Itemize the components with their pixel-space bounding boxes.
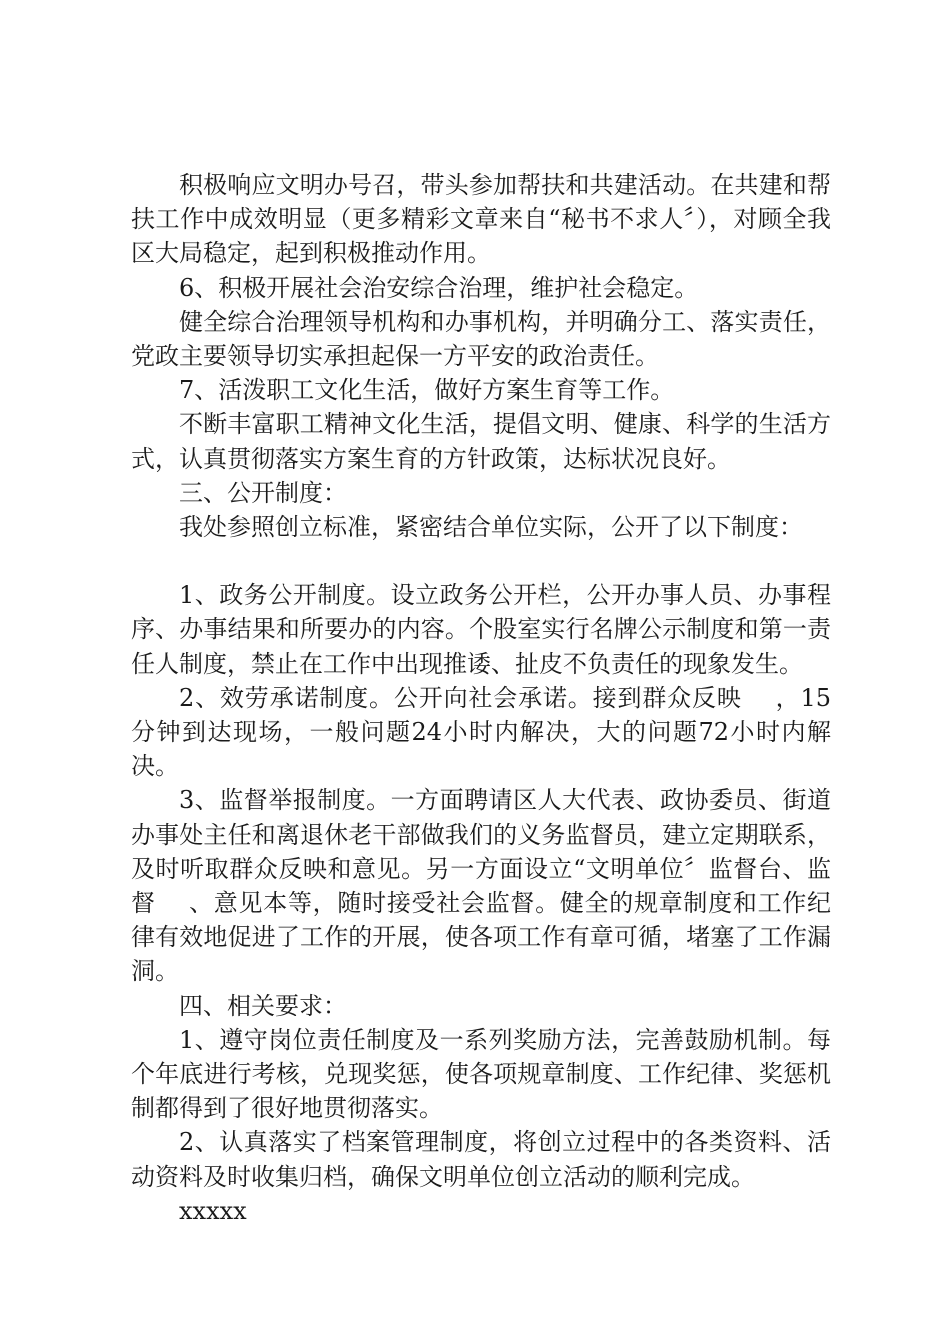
item-heading: 6、积极开展社会治安综合治理，维护社会稳定。 <box>179 273 699 302</box>
paragraph: 2、认真落实了档案管理制度，将创立过程中的各类资料、活动资料及时收集归档，确保文明单位创立活动的顺利完成。 <box>131 1128 831 1191</box>
item-heading: 7、活泼职工文化生活，做好方案生育等工作。 <box>179 376 675 405</box>
document-page <box>131 168 831 1228</box>
paragraph: 3、监督举报制度。一方面聘请区人大代表、政协委员、街道办事处主任和离退休老干部做我们的义务监督员，建立定期联系，及时听取群众反映和意见。另一方面设立“文明单位〞监督台、监督 、意见本等，随时接受社会监督。健全的规章制度和工作纪律有效地促进了工作的开展，使各项工作有章可循，堵塞了工作漏洞。 <box>131 786 831 986</box>
section-heading: 三、公开制度： <box>179 478 347 507</box>
paragraph: 2、效劳承诺制度。公开向社会承诺。接到群众反映 ，15分钟到达现场，一般问题24小时内解决，大的问题72小时内解决。 <box>131 683 831 781</box>
paragraph: 我处参照创立标准，紧密结合单位实际，公开了以下制度： <box>179 513 803 542</box>
section-heading: 四、相关要求： <box>179 991 347 1020</box>
paragraph: 1、政务公开制度。设立政务公开栏，公开办事人员、办事程序、办事结果和所要办的内容。个股室实行名牌公示制度和第一责任人制度，禁止在工作中出现推诿、扯皮不负责任的现象发生。 <box>131 581 831 678</box>
paragraph: 1、遵守岗位责任制度及一系列奖励方法，完善鼓励机制。每个年底进行考核，兑现奖惩，使各项规章制度、工作纪律、奖惩机制都得到了很好地贯彻落实。 <box>131 1025 831 1123</box>
blank-line <box>131 544 831 578</box>
paragraph: 积极响应文明办号召，带头参加帮扶和共建活动。在共建和帮扶工作中成效明显（更多精彩文章来自“秘书不求人〞），对顾全我区大局稳定，起到积极推动作用。 <box>131 171 831 268</box>
paragraph: 不断丰富职工精神文化生活，提倡文明、健康、科学的生活方式，认真贯彻落实方案生育的方针政策，达标状况良好。 <box>131 410 831 473</box>
paragraph: 健全综合治理领导机构和办事机构，并明确分工、落实责任，党政主要领导切实承担起保一方平安的政治责任。 <box>131 307 831 371</box>
signature: xxxxx <box>179 1196 247 1225</box>
